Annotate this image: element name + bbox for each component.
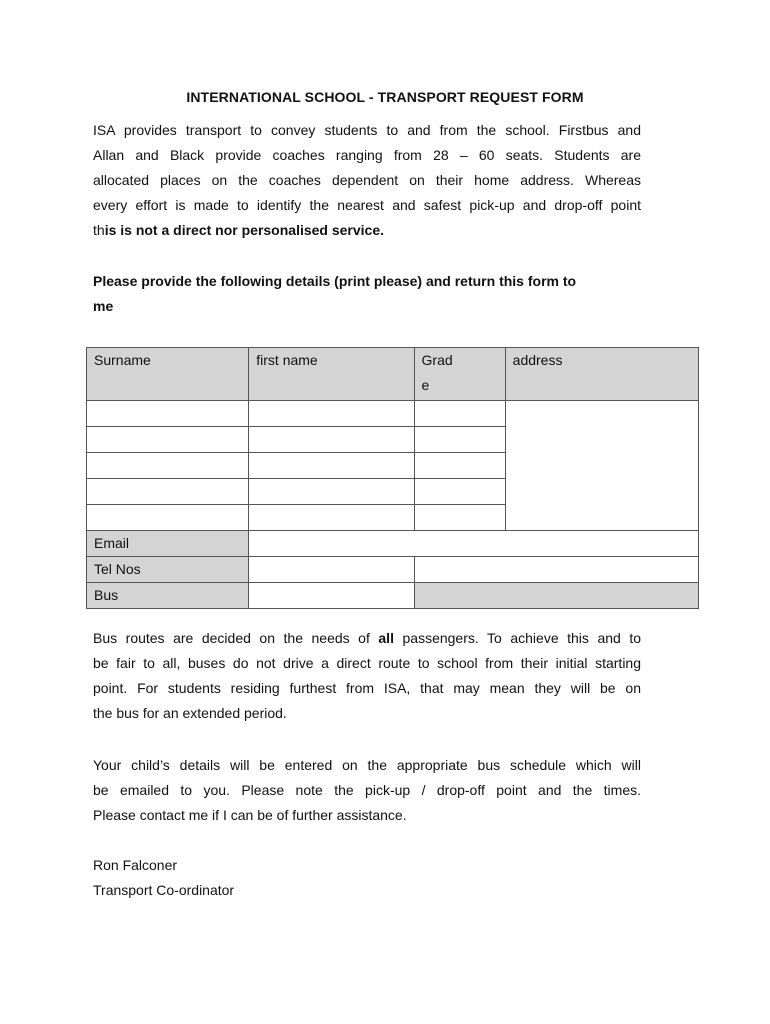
signature-name: Ron Falconer [93, 857, 178, 873]
details-line: be emailed to you. Please note the pick-up / drop-off point and the times. [93, 782, 641, 798]
details-line: Your child’s details will be entered on the appropriate bus schedule which will [93, 757, 641, 773]
surname-cell[interactable] [87, 453, 249, 479]
header-address: address [505, 348, 698, 401]
routes-paragraph [93, 626, 641, 726]
form-title: INTERNATIONAL SCHOOL - TRANSPORT REQUEST FORM [186, 89, 584, 105]
instruction-paragraph [93, 269, 641, 319]
grade-cell[interactable] [414, 427, 505, 453]
intro-line: Allan and Black provide coaches ranging from 28 – 60 seats. Students are [93, 147, 641, 163]
signature-block [93, 853, 234, 903]
bus-label: Bus [87, 583, 249, 609]
bus-row [87, 583, 699, 609]
routes-line [93, 626, 641, 651]
intro-line: allocated places on the coaches dependent on their home address. Whereas [93, 172, 641, 188]
grade-cell[interactable] [414, 505, 505, 531]
table-row [87, 401, 699, 427]
details-paragraph [93, 753, 641, 828]
routes-line1-prefix: Bus routes are decided on the needs of [93, 630, 379, 646]
first-name-cell[interactable] [249, 453, 414, 479]
table-header-row [87, 348, 699, 401]
instruction-line: me [93, 298, 114, 314]
surname-cell[interactable] [87, 505, 249, 531]
bus-field[interactable] [249, 583, 414, 609]
routes-line: point. For students residing furthest from ISA, that may mean they will be on [93, 680, 641, 696]
surname-cell[interactable] [87, 479, 249, 505]
first-name-cell[interactable] [249, 427, 414, 453]
routes-line1-bold: all [378, 630, 394, 646]
intro-line: every effort is made to identify the nearest and safest pick-up and drop-off point [93, 197, 641, 213]
bus-shaded-cell [414, 583, 698, 609]
intro-last-prefix: th [93, 222, 105, 238]
tel-label: Tel Nos [87, 557, 249, 583]
first-name-cell[interactable] [249, 401, 414, 427]
intro-line [93, 218, 641, 243]
tel-row [87, 557, 699, 583]
signature-role: Transport Co-ordinator [93, 882, 235, 898]
surname-cell[interactable] [87, 427, 249, 453]
surname-cell[interactable] [87, 401, 249, 427]
routes-line: be fair to all, buses do not drive a direct route to school from their initial starting [93, 655, 641, 671]
instruction-line: Please provide the following details (print please) and return this form to [93, 273, 577, 289]
address-cell[interactable] [505, 401, 698, 531]
details-table [86, 347, 699, 609]
first-name-cell[interactable] [249, 479, 414, 505]
header-surname: Surname [87, 348, 249, 401]
tel-field-1[interactable] [249, 557, 414, 583]
grade-cell[interactable] [414, 401, 505, 427]
header-grade-line1: Grad [421, 352, 453, 368]
intro-paragraph [93, 118, 641, 243]
intro-line: ISA provides transport to convey students to and from the school. Firstbus and [93, 122, 641, 138]
email-row [87, 531, 699, 557]
routes-line: the bus for an extended period. [93, 705, 287, 721]
email-field[interactable] [249, 531, 699, 557]
routes-line1-suffix: passengers. To achieve this and to [393, 630, 642, 646]
header-grade [414, 348, 505, 401]
intro-last-bold: is is not a direct nor personalised service. [104, 222, 385, 238]
tel-field-2[interactable] [414, 557, 698, 583]
details-line: Please contact me if I can be of further assistance. [93, 807, 407, 823]
grade-cell[interactable] [414, 453, 505, 479]
first-name-cell[interactable] [249, 505, 414, 531]
header-first-name: first name [249, 348, 414, 401]
header-grade-line2: e [421, 377, 430, 393]
grade-cell[interactable] [414, 479, 505, 505]
email-label: Email [87, 531, 249, 557]
